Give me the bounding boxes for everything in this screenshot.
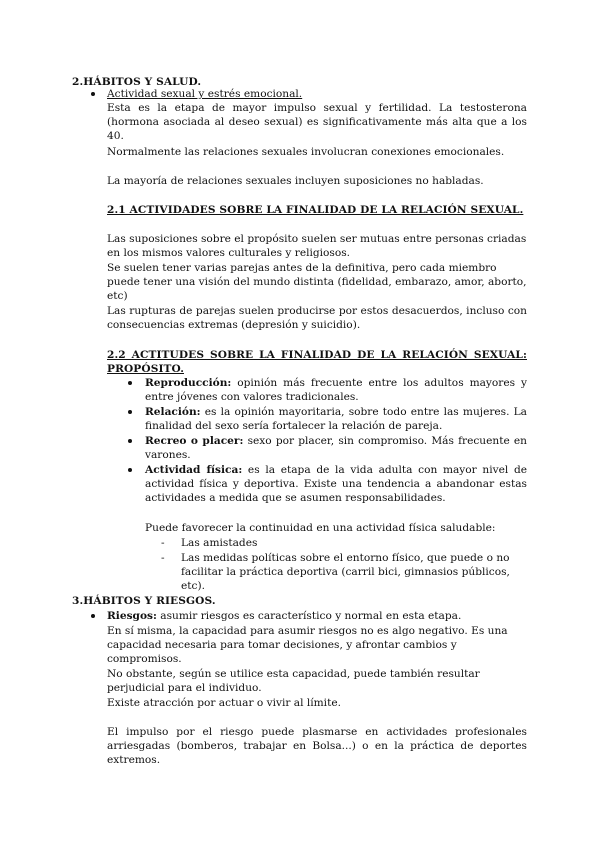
subsection-2-1-heading: 2.1 ACTIVIDADES SOBRE LA FINALIDAD DE LA RELACIÓN SEXUAL.	[107, 204, 524, 216]
paragraph-unspoken-assumptions: La mayoría de relaciones sexuales incluyen suposiciones no habladas.	[107, 175, 484, 187]
dash-item-policies: Las medidas políticas sobre el entorno físico, que puede o no facilitar la práctica deportiva (carril bici, gimnasios públicos, etc).	[181, 552, 510, 592]
dash-item-friendships: Las amistades	[181, 537, 258, 549]
dash-marker: -	[161, 537, 165, 549]
bullet-marker	[127, 434, 135, 448]
list-item-reproduction: Reproducción: opinión más frecuente entre los adultos mayores y entre jóvenes con valores tradicionales.	[145, 377, 527, 403]
bullet-marker	[90, 87, 98, 101]
paragraph-mutual-assumptions: Las suposiciones sobre el propósito suelen ser mutuas entre personas criadas en los mismos valores culturales y religiosos.	[107, 233, 527, 259]
section-3-heading: 3.HÁBITOS Y RIESGOS.	[72, 595, 216, 607]
dash-marker: -	[161, 552, 165, 564]
paragraph-harmful-use: No obstante, según se utilice esta capacidad, puede también resultar perjudicial para el individuo.	[107, 668, 480, 694]
paragraph-emotional-connections: Normalmente las relaciones sexuales involucran conexiones emocionales.	[107, 146, 505, 158]
term-recreation: Recreo o placer:	[145, 435, 244, 447]
term-relationship: Relación:	[145, 406, 201, 418]
paragraph-risk-capacity: En sí misma, la capacidad para asumir riesgos no es algo negativo. Es una capacidad necesaria para tomar decisiones, y afrontar cambios y compromisos.	[107, 625, 508, 665]
paragraph-living-on-edge: Existe atracción por actuar o vivir al límite.	[107, 697, 341, 709]
paragraph-breakups: Las rupturas de parejas suelen producirse por estos desacuerdos, incluso con consecuencias extremas (depresión y suicidio).	[107, 305, 527, 331]
paragraph-multiple-partners: Se suelen tener varias parejas antes de la definitiva, pero cada miembro puede tener una visión del mundo distinta (fidelidad, embarazo, amor, aborto, etc)	[107, 262, 527, 302]
bullet-marker	[90, 609, 98, 623]
term-risks: Riesgos:	[107, 610, 157, 622]
paragraph-favor-continuity: Puede favorecer la continuidad en una actividad física saludable:	[145, 522, 496, 534]
paragraph-risk-impulse: El impulso por el riesgo puede plasmarse en actividades profesionales arriesgadas (bomberos, trabajar en Bolsa...) o en la práctica de deportes extremos.	[107, 726, 527, 766]
term-reproduction: Reproducción:	[145, 377, 232, 389]
bullet-marker	[127, 405, 135, 419]
list-item-risks: Riesgos: asumir riesgos es característico y normal en esta etapa.	[107, 610, 462, 622]
item-sexual-activity-title: Actividad sexual y estrés emocional.	[107, 88, 303, 100]
list-item-relationship: Relación: es la opinión mayoritaria, sobre todo entre las mujeres. La finalidad del sexo sería fortalecer la relación de pareja.	[145, 406, 527, 432]
bullet-marker	[127, 463, 135, 477]
list-item-physical-activity: Actividad física: es la etapa de la vida adulta con mayor nivel de actividad física y deportiva. Existe una tendencia a abandonar estas actividades a medida que se asumen responsabilidades.	[145, 464, 527, 504]
subsection-2-2-heading: 2.2 ACTITUDES SOBRE LA FINALIDAD DE LA RELACIÓN SEXUAL: PROPÓSITO.	[107, 349, 527, 375]
bullet-marker	[127, 376, 135, 390]
term-physical-activity: Actividad física:	[145, 464, 243, 476]
section-2-heading: 2.HÁBITOS Y SALUD.	[72, 76, 202, 88]
paragraph-testosterone: Esta es la etapa de mayor impulso sexual y fertilidad. La testosterona (hormona asociada al deseo sexual) es significativamente más alta que a los 40.	[107, 102, 527, 142]
list-item-recreation: Recreo o placer: sexo por placer, sin compromiso. Más frecuente en varones.	[145, 435, 528, 461]
